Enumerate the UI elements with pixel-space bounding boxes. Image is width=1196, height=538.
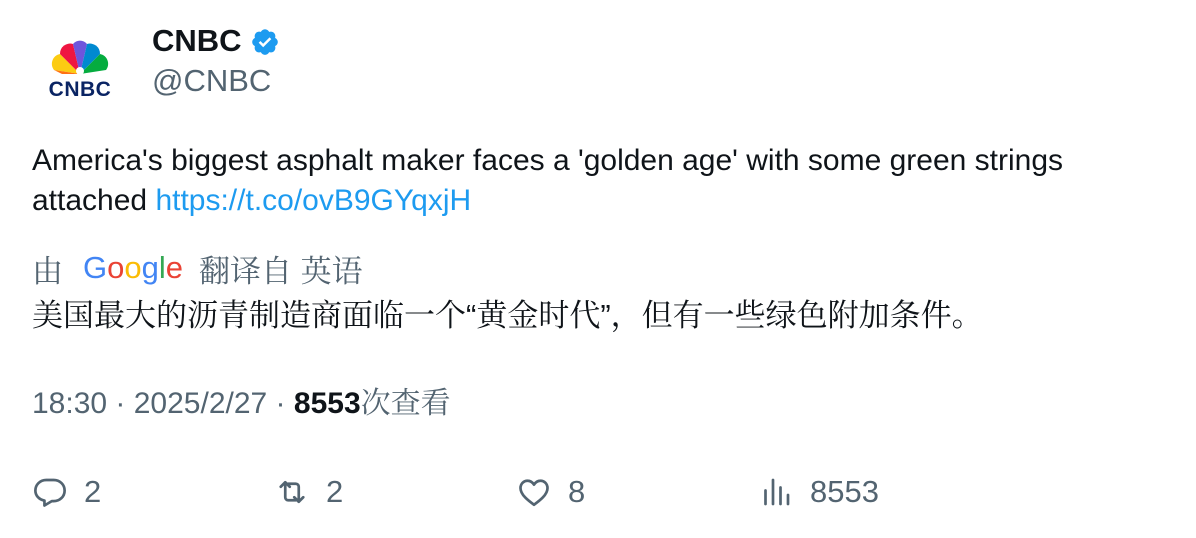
author-name[interactable]: CNBC <box>152 23 242 58</box>
nbc-peacock-icon <box>30 22 130 122</box>
tweet-link[interactable]: https://t.co/ovB9GYqxjH <box>155 184 472 217</box>
like-count: 8 <box>568 474 586 509</box>
verified-badge-icon <box>250 27 280 57</box>
tweet-date[interactable]: 2025/2/27 <box>133 387 268 420</box>
google-logo-icon <box>83 250 184 286</box>
reply-count: 2 <box>84 474 102 509</box>
translation-prefix: 由 <box>32 253 63 289</box>
view-count-label: 次查看 <box>360 387 451 420</box>
avatar[interactable] <box>30 22 130 122</box>
reply-icon <box>32 474 68 510</box>
view-count: 8553 <box>293 387 361 420</box>
author-name-row[interactable] <box>152 22 280 60</box>
views-count: 8553 <box>810 474 879 509</box>
retweet-count: 2 <box>326 474 344 509</box>
retweet-icon <box>274 474 310 510</box>
tweet-meta: 18:30 · 2025/2/27 · 8553次查看 <box>32 387 451 420</box>
translation-suffix: 翻译自 英语 <box>199 253 363 289</box>
retweet-button[interactable] <box>274 468 343 516</box>
tweet-body: America's biggest asphalt maker faces a 'golden age' with some green strings attached <box>32 144 1064 217</box>
translated-text: 美国最大的沥青制造商面临一个“黄金时代”，但有一些绿色附加条件。 <box>32 298 983 333</box>
action-bar <box>32 468 1172 516</box>
reply-button[interactable] <box>32 468 101 516</box>
views-button[interactable] <box>758 468 879 516</box>
analytics-bar-icon <box>758 474 794 510</box>
heart-icon <box>516 474 552 510</box>
author-handle[interactable]: @CNBC <box>152 63 272 98</box>
avatar-wordmark: CNBC <box>48 78 112 101</box>
tweet-time[interactable]: 18:30 <box>32 387 108 420</box>
like-button[interactable] <box>516 468 585 516</box>
translation-attribution <box>32 246 363 290</box>
svg-text:Google: Google <box>83 250 184 285</box>
tweet-text <box>32 141 1172 221</box>
